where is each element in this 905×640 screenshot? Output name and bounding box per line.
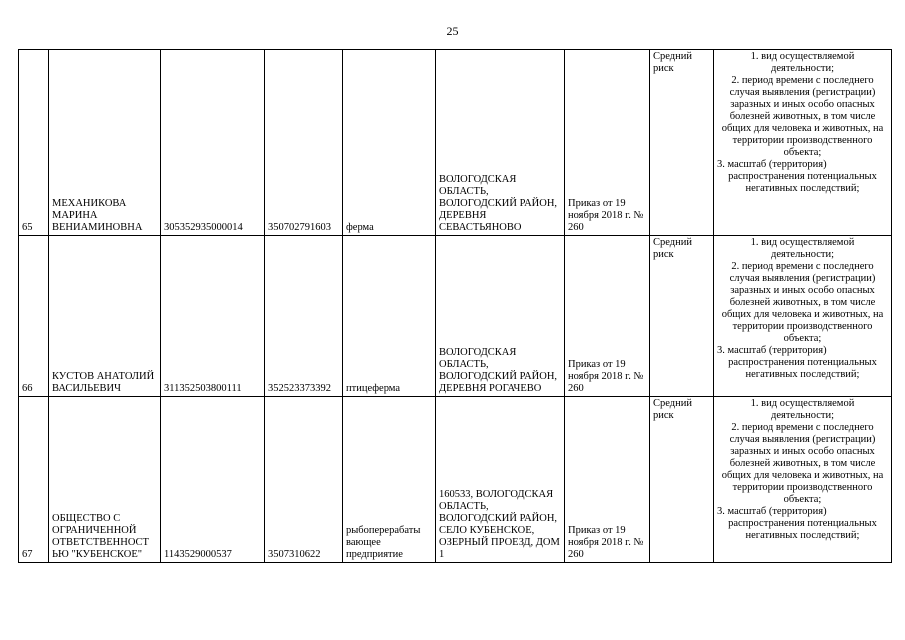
criteria-line: 3. масштаб (территория)	[717, 345, 827, 356]
criteria-line: негативных последствий;	[745, 183, 860, 194]
row-number: 66	[19, 236, 49, 397]
criteria-line: 3. масштаб (территория)	[717, 159, 827, 170]
criteria-cell	[714, 50, 892, 236]
criteria-line: распространения потенциальных	[728, 171, 877, 182]
row-number: 65	[19, 50, 49, 236]
entity-name: ОБЩЕСТВО С ОГРАНИЧЕННОЙ ОТВЕТСТВЕННОСТ ЬЮ "КУБЕНСКОЕ"	[49, 397, 161, 563]
criteria-line: болезней животных, в том числе	[729, 297, 876, 308]
criteria-line: объекта;	[783, 333, 822, 344]
order-cell: Приказ от 19 ноября 2018 г. № 260	[565, 397, 650, 563]
registry-table	[18, 49, 892, 563]
row-number: 67	[19, 397, 49, 563]
criteria-line: распространения потенциальных	[728, 518, 877, 529]
criteria-line: территории производственного	[732, 321, 873, 332]
criteria-line: общих для человека и животных, на	[721, 123, 884, 134]
address-cell: 160533, ВОЛОГОДСКАЯ ОБЛАСТЬ, ВОЛОГОДСКИЙ РАЙОН, СЕЛО КУБЕНСКОЕ, ОЗЕРНЫЙ ПРОЕЗД, ДОМ 1	[436, 397, 565, 563]
criteria-line: деятельности;	[770, 410, 835, 421]
risk-cell: Средний риск	[650, 50, 714, 236]
entity-name: МЕХАНИКОВА МАРИНА ВЕНИАМИНОВНА	[49, 50, 161, 236]
inn-cell: 3507310622	[265, 397, 343, 563]
criteria-line: случая выявления (регистрации)	[729, 87, 876, 98]
criteria-line: территории производственного	[732, 482, 873, 493]
criteria-line: распространения потенциальных	[728, 357, 877, 368]
inn-cell: 352523373392	[265, 236, 343, 397]
criteria-line: территории производственного	[732, 135, 873, 146]
activity-cell: птицеферма	[343, 236, 436, 397]
criteria-line: общих для человека и животных, на	[721, 470, 884, 481]
criteria-cell	[714, 236, 892, 397]
table-row	[19, 397, 892, 563]
criteria-line: 2. период времени с последнего	[731, 261, 874, 272]
criteria-line: деятельности;	[770, 249, 835, 260]
ogrn-cell: 311352503800111	[161, 236, 265, 397]
page-number: 25	[446, 24, 459, 38]
address-cell: ВОЛОГОДСКАЯ ОБЛАСТЬ, ВОЛОГОДСКИЙ РАЙОН, ДЕРЕВНЯ РОГАЧЕВО	[436, 236, 565, 397]
criteria-line: 1. вид осуществляемой	[750, 237, 855, 248]
criteria-line: 3. масштаб (территория)	[717, 506, 827, 517]
risk-cell: Средний риск	[650, 397, 714, 563]
criteria-line: 2. период времени с последнего	[731, 75, 874, 86]
entity-name: КУСТОВ АНАТОЛИЙ ВАСИЛЬЕВИЧ	[49, 236, 161, 397]
criteria-line: случая выявления (регистрации)	[729, 434, 876, 445]
address-cell: ВОЛОГОДСКАЯ ОБЛАСТЬ, ВОЛОГОДСКИЙ РАЙОН, ДЕРЕВНЯ СЕВАСТЬЯНОВО	[436, 50, 565, 236]
criteria-line: деятельности;	[770, 63, 835, 74]
criteria-line: 2. период времени с последнего	[731, 422, 874, 433]
criteria-line: болезней животных, в том числе	[729, 458, 876, 469]
activity-cell: рыбоперерабаты вающее предприятие	[343, 397, 436, 563]
criteria-line: объекта;	[783, 147, 822, 158]
risk-cell: Средний риск	[650, 236, 714, 397]
activity-cell: ферма	[343, 50, 436, 236]
ogrn-cell: 305352935000014	[161, 50, 265, 236]
criteria-line: негативных последствий;	[745, 530, 860, 541]
criteria-line: объекта;	[783, 494, 822, 505]
table-row	[19, 236, 892, 397]
order-cell: Приказ от 19 ноября 2018 г. № 260	[565, 236, 650, 397]
ogrn-cell: 1143529000537	[161, 397, 265, 563]
criteria-cell	[714, 397, 892, 563]
inn-cell: 350702791603	[265, 50, 343, 236]
criteria-line: 1. вид осуществляемой	[750, 398, 855, 409]
table-row	[19, 50, 892, 236]
criteria-line: заразных и иных особо опасных	[730, 285, 875, 296]
criteria-line: 1. вид осуществляемой	[750, 51, 855, 62]
criteria-line: заразных и иных особо опасных	[730, 99, 875, 110]
criteria-line: заразных и иных особо опасных	[730, 446, 875, 457]
criteria-line: общих для человека и животных, на	[721, 309, 884, 320]
criteria-line: негативных последствий;	[745, 369, 860, 380]
criteria-line: болезней животных, в том числе	[729, 111, 876, 122]
criteria-line: случая выявления (регистрации)	[729, 273, 876, 284]
order-cell: Приказ от 19 ноября 2018 г. № 260	[565, 50, 650, 236]
